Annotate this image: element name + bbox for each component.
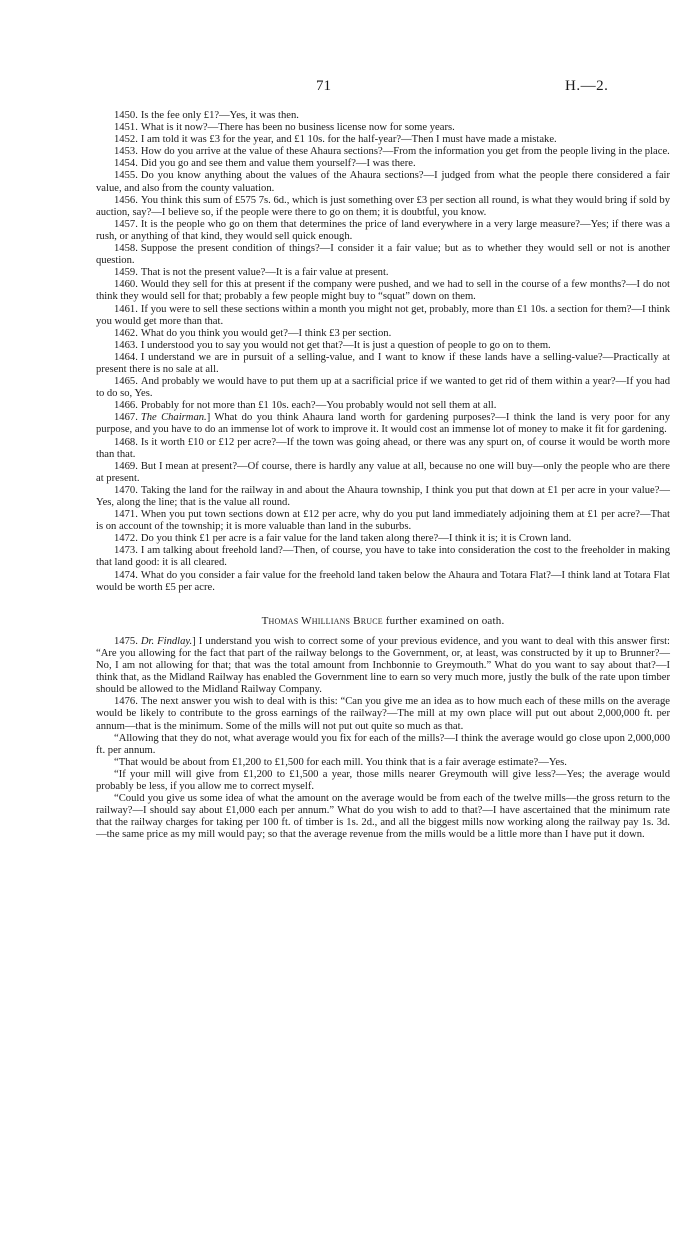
question-text: I understood you to say you would not get that?—It is just a question of people to go on to them. (140, 339, 551, 351)
question-item (96, 304, 670, 328)
document-code: H.—2. (565, 78, 609, 94)
question-1476 (96, 696, 670, 732)
question-1475 (96, 636, 670, 696)
body-text (96, 110, 670, 841)
speaker-name: Dr. Findlay. (140, 635, 193, 647)
question-text: Taking the land for the railway in and about the Ahaura township, I think you put that down at £1 per acre in your value?—Yes, along the line; that is the value all round. (96, 484, 670, 508)
question-item (96, 158, 670, 170)
question-number: 1471. (114, 509, 138, 521)
question-item (96, 352, 670, 376)
question-number: 1455. (114, 170, 138, 182)
question-item (96, 485, 670, 509)
quoted-evidence (96, 733, 670, 842)
quote-paragraph: “If your mill will give from £1,200 to £1,500 a year, those mills nearer Greymouth will give less?—Yes; the average would probably be less, if you allow me to correct myself. (96, 768, 670, 792)
question-number: 1457. (114, 218, 138, 230)
question-number: 1456. (114, 194, 138, 206)
question-number: 1473. (114, 545, 138, 557)
question-number: 1475. (114, 635, 138, 647)
question-text: Did you go and see them and value them yourself?—I was there. (140, 158, 416, 170)
question-text: I am talking about freehold land?—Then, of course, you have to take into consideration the cost to the freeholder in making that land good: it is all cleared. (96, 545, 670, 569)
question-number: 1468. (114, 436, 138, 448)
question-item (96, 134, 670, 146)
question-item (96, 122, 670, 134)
question-text: I am told it was £3 for the year, and £1 10s. for the half-year?—Then I must have made a mistake. (140, 134, 557, 146)
question-text: Is it worth £10 or £12 per acre?—If the town was going ahead, or there was any spurt on, of course it would be worth more than that. (96, 436, 670, 460)
question-number: 1459. (114, 267, 138, 279)
question-text: That is not the present value?—It is a fair value at present. (140, 267, 389, 279)
question-number: 1464. (114, 351, 138, 363)
question-item (96, 146, 670, 158)
question-text: How do you arrive at the value of these Ahaura sections?—From the information you get from the people living in the place. (140, 146, 670, 158)
question-number: 1470. (114, 484, 138, 496)
question-item (96, 328, 670, 340)
question-number: 1467. (114, 412, 138, 424)
question-item (96, 570, 670, 594)
question-number: 1453. (114, 146, 138, 158)
question-item (96, 376, 670, 400)
question-number: 1450. (114, 110, 138, 121)
question-item (96, 400, 670, 412)
question-item (96, 340, 670, 352)
question-number: 1463. (114, 339, 138, 351)
question-text: And probably we would have to put them up at a sacrificial price if we wanted to get rid of them within a year?—If you had to do so, Yes. (96, 376, 670, 400)
question-text: What do you consider a fair value for the freehold land taken below the Ahaura and Totara Flat?—I think land at Totara Flat would be worth £5 per acre. (96, 569, 670, 593)
question-number: 1461. (114, 303, 138, 315)
speaker-name: The Chairman. (140, 412, 207, 424)
question-item (96, 461, 670, 485)
question-text: Do you think £1 per acre is a fair value for the land taken along there?—I think it is; it is Crown land. (140, 533, 572, 545)
page-number: 71 (316, 78, 331, 94)
question-number: 1452. (114, 134, 138, 146)
question-item (96, 110, 670, 122)
question-text: If you were to sell these sections within a month you might not get, probably, more than £1 10s. a section for them?—I think you would get more than that. (96, 303, 670, 327)
question-text: ] I understand you wish to correct some of your previous evidence, and you want to deal with this answer first: “Are you allowing for the fact that part of the railway belongs to the Government, or, at least, was constructed by it up to Brunner?—No, I am not allowing for that; that was the total amount from Inchbonnie to Greymouth.” What do you want to say about that?—I think that, as the Midland Railway has enabled the Government line to earn so very much more, justly the bulk of the rate upon timber should be allowed to the Midland Railway Company. (96, 635, 670, 696)
question-list-part-2 (96, 437, 670, 594)
question-number: 1476. (114, 696, 138, 708)
question-text: What is it now?—There has been no business license now for some years. (140, 122, 455, 134)
question-item (96, 437, 670, 461)
question-item (96, 170, 670, 194)
question-item (96, 195, 670, 219)
question-text: Do you know anything about the values of the Ahaura sections?—I judged from what the people there considered a fair value, and also from the county valuation. (96, 170, 670, 194)
question-item (96, 545, 670, 569)
question-number: 1460. (114, 279, 138, 291)
quote-paragraph: “Could you give us some idea of what the amount on the average would be from each of the twelve mills—the gross return to the railway?—I should say about £1,000 each per annum.” What do you wish to add to that?—I have ascertained that the minimum rate that the railway charges for taking per 100 ft. of timber is 1s. 2d., and all the biggest mills now working along the railway pay 1s. 3d.—the same price as my mill would pay; so that the average revenue from the mills would be a little more than I have put it down. (96, 793, 670, 841)
question-text: What do you think you would get?—I think £3 per section. (140, 327, 392, 339)
question-1467 (96, 412, 670, 436)
question-item (96, 279, 670, 303)
question-number: 1469. (114, 460, 138, 472)
question-text: But I mean at present?—Of course, there is hardly any value at all, because no one will buy—only the people who are there at present. (96, 460, 670, 484)
question-number: 1458. (114, 243, 138, 255)
question-item (96, 533, 670, 545)
question-list-part-1 (96, 110, 670, 412)
question-item (96, 219, 670, 243)
question-item (96, 509, 670, 533)
question-number: 1451. (114, 122, 138, 134)
question-text: Is the fee only £1?—Yes, it was then. (140, 110, 299, 121)
question-number: 1474. (114, 569, 138, 581)
question-text: ] What do you think Ahaura land worth for gardening purposes?—I think the land is very poor for any purpose, and you have to do an immense lot of work to improve it. It would cost an immense lot of money to make it fit for gardening. (96, 412, 670, 436)
question-item (96, 243, 670, 267)
question-text: Suppose the present condition of things?—I consider it a fair value; but as to whether they would sell or not is another question. (96, 243, 670, 267)
question-text: It is the people who go on them that determines the price of land everywhere in a very large measure?—Yes; if there was a rush, or anything of that kind, they would sell quick enough. (96, 218, 670, 242)
question-text: Probably for not more than £1 10s. each?—You probably would not sell them at all. (140, 400, 497, 412)
question-text: You think this sum of £575 7s. 6d., which is just something over £3 per section all round, is what they would bring if sold by auction, say?—I believe so, if the people were there to go on them; it is doubtful, you know. (96, 194, 670, 218)
question-text: I understand we are in pursuit of a selling-value, and I want to know if these lands have a selling-value?—Practically at present there is no sale at all. (96, 351, 670, 375)
question-number: 1472. (114, 533, 138, 545)
question-text: Would they sell for this at present if the company were pushed, and we had to sell in the course of a few months?—I do not think they would sell for that; probably a few people might buy to “squat” down on them. (96, 279, 670, 303)
witness-heading (96, 615, 670, 627)
question-number: 1466. (114, 400, 138, 412)
question-text: When you put town sections down at £12 per acre, why do you put land immediately adjoining them at £1 per acre?—That is on account of the township; it is more valuable than land in the suburbs. (96, 509, 670, 533)
witness-name: Thomas Whillians Bruce (261, 614, 383, 627)
quote-paragraph: “That would be about from £1,200 to £1,500 for each mill. You think that is a fair average estimate?—Yes. (114, 756, 567, 768)
question-text: The next answer you wish to deal with is this: “Can you give me an idea as to how much each of these mills on the average would be likely to contribute to the gross earnings of the railway?—The mill at my own place will put out about 2,000,000 ft. per annum—that is the minimum. Some of the mills will not put out quite so much as that. (96, 696, 670, 732)
question-number: 1454. (114, 158, 138, 170)
question-item (96, 267, 670, 279)
quote-paragraph: “Allowing that they do not, what average would you fix for each of the mills?—I think the average would go close upon 2,000,000 ft. per annum. (96, 732, 670, 756)
witness-heading-suffix: further examined on oath. (382, 614, 505, 627)
question-number: 1465. (114, 376, 138, 388)
question-number: 1462. (114, 327, 138, 339)
